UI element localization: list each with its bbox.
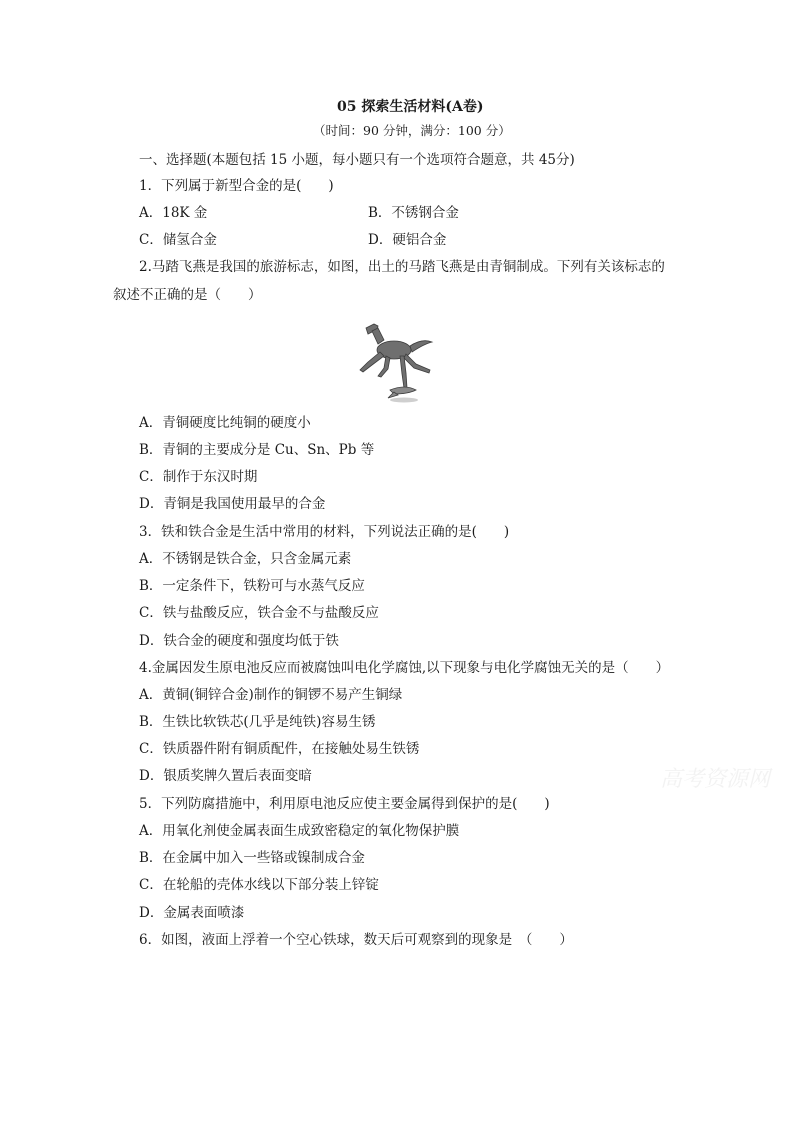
question-3-option-a: A．不锈钢是铁合金，只含金属元素 [139,551,352,567]
question-1-option-b: B．不锈钢合金 [368,205,459,221]
question-6-stem: 6．如图，液面上浮着一个空心铁球，数天后可观察到的现象是 （ ） [139,932,573,948]
watermark: 高考资源网 [660,767,771,792]
question-4-option-d: D．银质奖牌久置后表面变暗 [139,768,312,784]
question-1-option-d: D．硬铝合金 [368,232,447,248]
question-1-stem: 1．下列属于新型合金的是( ) [139,178,334,194]
question-5-option-b: B．在金属中加入一些铬或镍制成合金 [139,850,365,866]
page-title: 05 探索生活材料(A卷) [337,99,484,115]
question-2-stem-line2: 叙述不正确的是（ ） [113,287,262,303]
question-5-option-d: D．金属表面喷漆 [139,905,245,921]
question-4-option-a: A．黄铜(铜锌合金)制作的铜锣不易产生铜绿 [139,687,403,703]
question-3-option-c: C．铁与盐酸反应，铁合金不与盐酸反应 [139,605,379,621]
question-2-option-b: B．青铜的主要成分是 Cu、Sn、Pb 等 [139,442,375,458]
question-3-stem: 3．铁和铁合金是生活中常用的材料，下列说法正确的是( ) [139,524,510,540]
question-4-option-c: C．铁质器件附有铜质配件，在接触处易生铁锈 [139,741,420,757]
question-2-stem-line1: 2.马踏飞燕是我国的旅游标志，如图，出土的马踏飞燕是由青铜制成。下列有关该标志的 [139,259,665,275]
horse-statue-image [350,318,440,408]
question-4-stem: 4.金属因发生原电池反应而被腐蚀叫电化学腐蚀,以下现象与电化学腐蚀无关的是（ ） [139,660,670,676]
question-5-option-c: C．在轮船的壳体水线以下部分装上锌锭 [139,877,379,893]
question-5-option-a: A．用氧化剂使金属表面生成致密稳定的氧化物保护膜 [139,823,460,839]
question-1-option-a: A．18K 金 [139,205,208,221]
question-3-option-d: D．铁合金的硬度和强度均低于铁 [139,633,339,649]
question-2-option-c: C．制作于东汉时期 [139,469,258,485]
question-2-option-a: A．青铜硬度比纯铜的硬度小 [139,415,311,431]
question-2-option-d: D．青铜是我国使用最早的合金 [139,496,326,512]
question-3-option-b: B．一定条件下，铁粉可与水蒸气反应 [139,578,365,594]
section-heading: 一、选择题(本题包括 15 小题，每小题只有一个选项符合题意，共 45分) [139,152,575,168]
question-4-option-b: B．生铁比软铁芯(几乎是纯铁)容易生锈 [139,714,376,730]
page-subtitle: （时间：90 分钟，满分：100 分） [313,123,511,138]
question-5-stem: 5．下列防腐措施中，利用原电池反应使主要金属得到保护的是( ) [139,796,550,812]
question-1-option-c: C．储氢合金 [139,232,217,248]
